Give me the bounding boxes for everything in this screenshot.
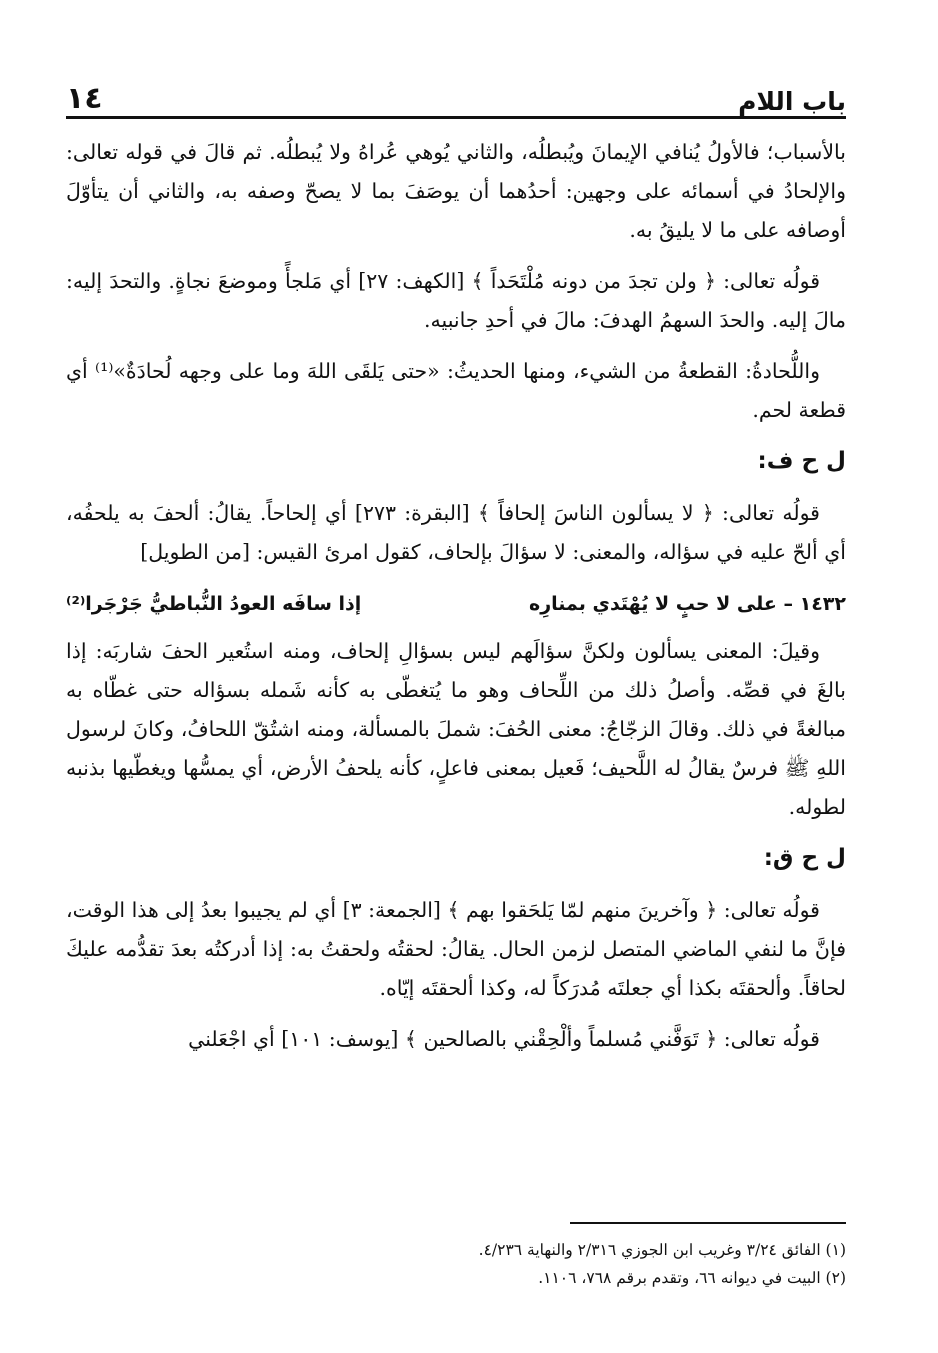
paragraph-2: قولُه تعالى: ﴿ ولن تجدَ من دونه مُلْتَحَداً ﴾ [الكهف: ٢٧] أي مَلجأً وموضعَ نجاةٍ. والتحدَ إليه: مالَ إليه. والحدَ السهمُ الهدفَ: مالَ في أحدِ جانبيه. bbox=[66, 269, 846, 332]
paragraph-5: وقيلَ: المعنى يسألون ولكنَّ سؤالَهم ليس بسؤالِ إلحاف، ومنه استُعير الحفَ شاربَه: إذا بالغَ في قصِّه. وأصلُ ذلك من اللِّحاف وهو ما يُتغطّى به كأنه شَمله بسؤاله حتى غطّاه به مبالغةً في ذلك. وقالَ الزجّاجُ: معنى الحُفَ: شملَ بالمسألة، ومنه اشتُقّ اللحافُ، وكانَ لرسول اللهِ ﷺ فرسٌ يقالُ له اللَّحيف؛ فَعيل بمعنى فاعلٍ، كأنه يلحفُ الأرض، أي يمسُّها ويغطّيها بذنبه لطوله. bbox=[66, 639, 846, 819]
document-page bbox=[66, 70, 846, 1287]
chapter-title: باب اللام bbox=[738, 87, 846, 116]
page-body bbox=[66, 133, 846, 1059]
footnotes-section bbox=[66, 1222, 846, 1292]
entry-heading-lhf: ل ح ف: bbox=[757, 448, 846, 474]
footnote-divider bbox=[570, 1222, 846, 1224]
footnote-list bbox=[66, 1236, 846, 1292]
verse-second-hemistich: إذا سافَه العودُ النُّباطيُّ جَرْجَرا⁽²⁾ bbox=[66, 593, 362, 615]
paragraph-1: بالأسباب؛ فالأولُ يُنافي الإيمانَ ويُبطلُه، والثاني يُوهي عُراهُ ولا يُبطلُه. ثم قالَ في قوله تعالى: والإلحادُ في أسمائه على وجهين: أحدُهما أن يوصَفَ بما لا يصحّ وصفه به، والثاني أن يتأوّلَ أوصافه على ما لا يليقُ به. bbox=[66, 140, 846, 242]
page-number: ١٤ bbox=[66, 81, 103, 116]
poetry-verse bbox=[66, 584, 846, 624]
verse-first-hemistich: ١٤٣٢ – على لا حبٍ لا يُهْتَدي بمنارِه bbox=[529, 593, 846, 615]
paragraph-3: واللُّحادةُ: القطعةُ من الشيء، ومنها الحديثُ: «حتى يَلقَى اللهَ وما على وجهه لُحادَةٌ»⁽¹⁾ أي قطعة لحم. bbox=[66, 359, 846, 422]
footnote-1: (١) الفائق ٣/٢٤ وغريب ابن الجوزي ٢/٣١٦ والنهاية ٤/٢٣٦. bbox=[478, 1241, 846, 1259]
entry-heading-lhq: ل ح ق: bbox=[763, 845, 846, 871]
paragraph-6: قولُه تعالى: ﴿ وآخرينَ منهم لمّا يَلحَقوا بهم ﴾ [الجمعة: ٣] أي لم يجيبوا بعدُ إلى هذا الوقت، فإنَّ ما لنفي الماضي المتصل لزمن الحال. يقالُ: لحقتُه ولحقتُ به: إذا أدركتُه بعدَ تقدُّمه عليكَ لحاقاً. وألحقتَه بكذا أي جعلتَه مُدرَكاً له، وكذا ألحقتَه إيّاه. bbox=[66, 898, 846, 1000]
page-header bbox=[66, 70, 846, 119]
footnote-2: (٢) البيت في ديوانه ٦٦، وتقدم برقم ٧٦٨، ١١٠٦. bbox=[538, 1269, 846, 1287]
paragraph-7: قولُه تعالى: ﴿ تَوَفَّني مُسلماً وألْحِقْني بالصالحين ﴾ [يوسف: ١٠١] أي اجْعَلني bbox=[188, 1027, 820, 1051]
paragraph-4: قولُه تعالى: ﴿ لا يسألون الناسَ إلحافاً ﴾ [البقرة: ٢٧٣] أي إلحاحاً. يقالُ: ألحفَ به يلحفُه، أي ألحّ عليه في سؤاله، والمعنى: لا سؤالَ بإلحاف، كقول امرئ القيس: [من الطويل] bbox=[66, 501, 846, 564]
